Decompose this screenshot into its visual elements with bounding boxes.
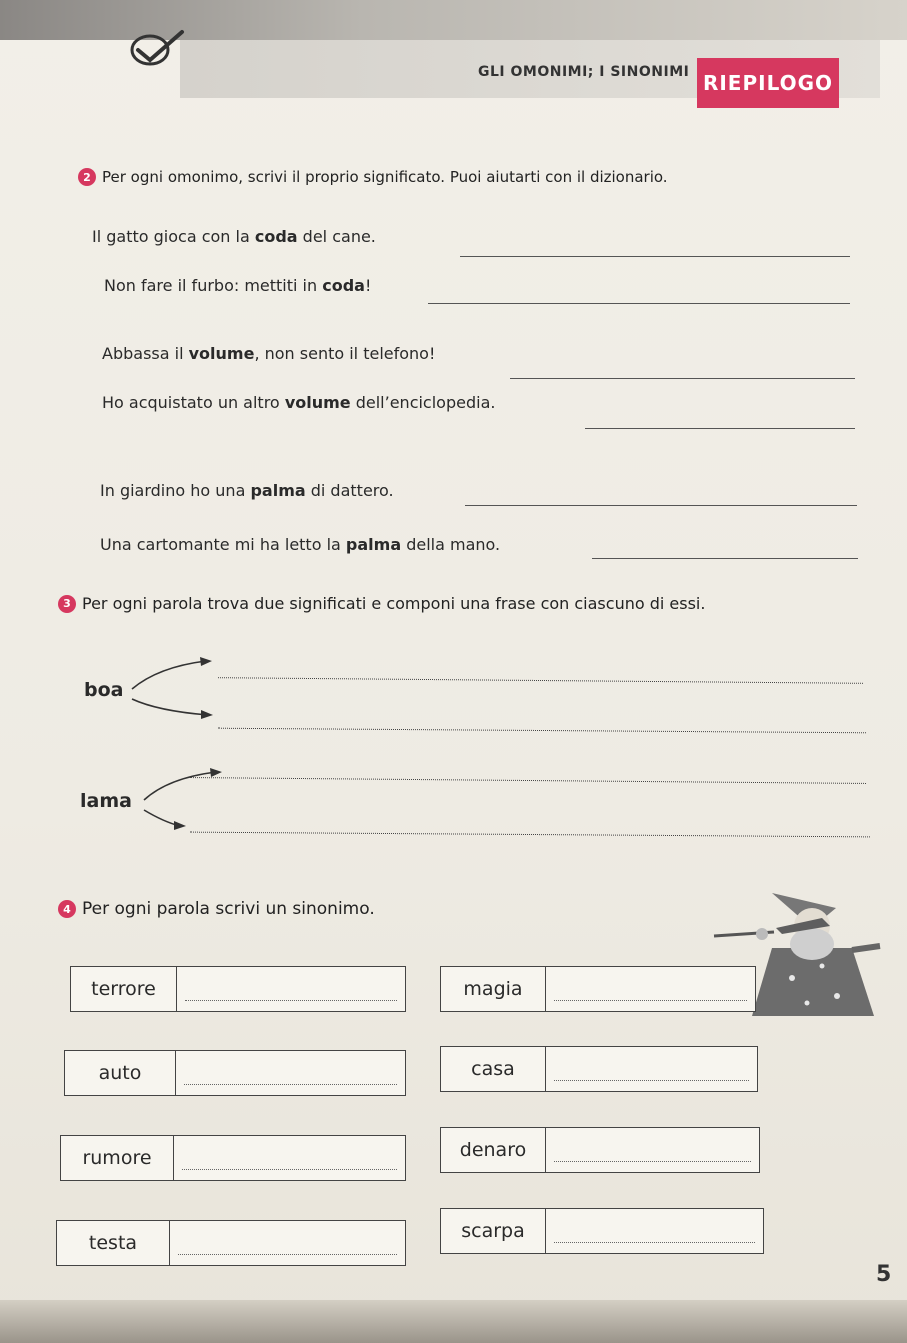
synonym-row — [56, 1220, 406, 1266]
synonym-row — [70, 966, 406, 1012]
synonym-word: terrore — [71, 967, 177, 1011]
synonym-word: denaro — [441, 1128, 546, 1172]
synonym-row — [440, 966, 756, 1012]
synonym-answer-field[interactable] — [546, 1047, 757, 1091]
instruction-text: Per ogni parola trova due significati e componi una frase con ciascuno di essi. — [82, 594, 706, 613]
synonym-answer-field[interactable] — [176, 1051, 405, 1095]
answer-line[interactable] — [460, 256, 850, 257]
word-lama: lama — [80, 790, 132, 812]
synonym-row — [440, 1208, 764, 1254]
sentence-line[interactable] — [190, 832, 870, 838]
sentence-line[interactable] — [218, 677, 863, 684]
exercise-number: 3 — [58, 595, 76, 613]
word-boa: boa — [84, 679, 124, 701]
synonym-answer-field[interactable] — [546, 1209, 763, 1253]
sentence: Non fare il furbo: mettiti in coda! — [104, 276, 372, 295]
header-tab: RIEPILOGO — [697, 58, 839, 108]
exercise-number: 2 — [78, 168, 96, 186]
sentence-line[interactable] — [218, 728, 866, 734]
exercise-number: 4 — [58, 900, 76, 918]
answer-line[interactable] — [592, 558, 858, 559]
sentence: Ho acquistato un altro volume dell’enciclopedia. — [102, 393, 496, 412]
synonym-row — [440, 1127, 760, 1173]
sentence: Il gatto gioca con la coda del cane. — [92, 227, 376, 246]
instruction-text: Per ogni parola scrivi un sinonimo. — [82, 899, 375, 919]
answer-line[interactable] — [428, 303, 850, 304]
synonym-word: magia — [441, 967, 546, 1011]
answer-line[interactable] — [585, 428, 855, 429]
synonym-answer-field[interactable] — [174, 1136, 405, 1180]
sentence: Una cartomante mi ha letto la palma della mano. — [100, 535, 501, 554]
check-icon — [128, 28, 186, 68]
answer-line[interactable] — [510, 378, 855, 379]
synonym-word: scarpa — [441, 1209, 546, 1253]
sentence: In giardino ho una palma di dattero. — [100, 481, 394, 500]
exercise-2-instruction — [78, 168, 668, 186]
synonym-answer-field[interactable] — [177, 967, 405, 1011]
synonym-word: rumore — [61, 1136, 174, 1180]
sentence-line[interactable] — [190, 777, 866, 784]
synonym-row — [440, 1046, 758, 1092]
synonym-word: testa — [57, 1221, 170, 1265]
synonym-row — [64, 1050, 406, 1096]
page-number: 5 — [876, 1262, 892, 1287]
bottom-shadow — [0, 1300, 907, 1343]
synonym-word: casa — [441, 1047, 546, 1091]
header-topic: GLI OMONIMI; I SINONIMI — [478, 64, 690, 80]
synonym-word: auto — [65, 1051, 176, 1095]
fork-arrow-icon — [128, 655, 218, 720]
answer-line[interactable] — [465, 505, 857, 506]
fork-arrow-icon — [140, 766, 230, 832]
synonym-answer-field[interactable] — [170, 1221, 405, 1265]
synonym-answer-field[interactable] — [546, 967, 755, 1011]
exercise-4-instruction — [58, 899, 375, 919]
exercise-3-instruction — [58, 594, 705, 613]
synonym-row — [60, 1135, 406, 1181]
instruction-text: Per ogni omonimo, scrivi il proprio significato. Puoi aiutarti con il dizionario. — [102, 168, 668, 186]
sentence: Abbassa il volume, non sento il telefono! — [102, 344, 436, 363]
synonym-answer-field[interactable] — [546, 1128, 759, 1172]
